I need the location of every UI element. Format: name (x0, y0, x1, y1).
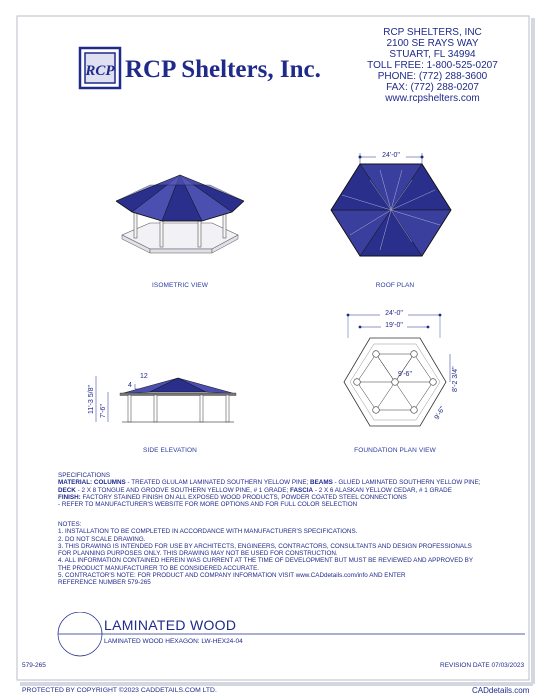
company-fax: FAX: (772) 288-0207 (386, 82, 479, 93)
note-line: THE PRODUCT MANUFACTURER TO BE CONSIDERED ACCURATE. (58, 564, 260, 572)
specifications-heading: SPECIFICATIONS (58, 472, 111, 479)
spec-fascia-text: - 2 X 6 ALASKAN YELLOW CEDAR, # 1 GRADE (313, 486, 452, 494)
spec-fascia-label: FASCIA (290, 486, 314, 494)
side-elevation-drawing (80, 362, 250, 442)
company-contact-block (355, 27, 510, 104)
spec-beams-text: - GLUED LAMINATED SOUTHERN YELLOW PINE; (332, 479, 481, 487)
note-line: REFERENCE NUMBER 579-265 (58, 579, 151, 587)
roof-width-dimension: 24'-0" (382, 152, 400, 159)
note-line: 2. DO NOT SCALE DRAWING. (58, 535, 146, 543)
foundation-edge-dimension: 9'-6" (433, 405, 447, 421)
isometric-view-drawing (110, 165, 250, 270)
isometric-view-label: ISOMETRIC VIEW (152, 282, 208, 289)
spec-refer-line: - REFER TO MANUFACTURER'S WEBSITE FOR MORE OPTIONS AND FOR FULL COLOR SELECTION (58, 501, 358, 509)
footer-revision-date: REVISION DATE 07/03/2023 (440, 662, 525, 669)
hexagonal-roof (331, 164, 451, 256)
spec-material-line (58, 479, 518, 486)
spec-finish-label: FINISH: (58, 493, 81, 501)
footer-brand-link[interactable]: CADdetails.com (472, 686, 530, 695)
rcp-logo-icon (78, 46, 122, 90)
footer-reference-number: 579-265 (22, 662, 46, 669)
spec-finish-text: FACTORY STAINED FINISH ON ALL EXPOSED WOOD PRODUCTS, POWDER COATED STEEL CONNECTIONS (80, 493, 407, 501)
notes-heading: NOTES: (58, 521, 82, 528)
foundation-inner-dimension: 19'-0" (385, 322, 403, 329)
elevation-pitch-rise: 4 (128, 382, 132, 389)
company-city: STUART, FL 34994 (389, 49, 476, 60)
notes-block (58, 521, 518, 587)
foundation-width-dimension: 24'-0" (385, 310, 403, 317)
note-line: 1. INSTALLATION TO BE COMPLETED IN ACCORDANCE WITH MANUFACTURER'S SPECIFICATIONS. (58, 528, 358, 536)
roof-plan-label: ROOF PLAN (375, 282, 415, 289)
company-logo-text: RCP Shelters, Inc. (125, 56, 321, 83)
foundation-plan-label: FOUNDATION PLAN VIEW (354, 447, 436, 454)
drawing-title: LAMINATED WOOD (104, 617, 237, 633)
logo-monogram: RCP (85, 63, 115, 79)
note-line: FOR PLANNING PURPOSES ONLY. THIS DRAWING MAY NOT BE USED FOR CONSTRUCTION. (58, 550, 338, 558)
spec-material-label: MATERIAL: COLUMNS (58, 479, 126, 487)
note-line: 5. CONTRACTOR'S NOTE: FOR PRODUCT AND COMPANY INFORMATION VISIT www.CADdetails.com/info AND ENTER (58, 572, 406, 580)
elevation-pitch-run: 12 (140, 373, 148, 380)
side-elevation-label: SIDE ELEVATION (143, 447, 197, 454)
note-line: 3. THIS DRAWING IS INTENDED FOR USE BY ARCHITECTS, ENGINEERS, CONTRACTORS, CONSULTANTS AND DESIGN PROFESSIONALS (58, 542, 472, 550)
company-phone: PHONE: (772) 288-3600 (377, 71, 488, 82)
company-name: RCP SHELTERS, INC (383, 27, 482, 38)
elevation-total-height: 11'-3 5/8" (88, 385, 95, 414)
roof-plan-drawing (330, 150, 455, 270)
note-line: 4. ALL INFORMATION CONTAINED HEREIN WAS CURRENT AT THE TIME OF DEVELOPMENT BUT MUST BE REVIEWED AND APPROVED BY (58, 557, 474, 565)
company-toll-free: TOLL FREE: 1-800-525-0207 (367, 60, 498, 71)
spec-material-text: - TREATED GLULAM LAMINATED SOUTHERN YELLOW PINE; (125, 479, 311, 487)
spec-deck-text: - 2 X 8 TONGUE AND GROOVE SOUTHERN YELLOW PINE, # 1 GRADE; (75, 486, 290, 494)
spec-beams-label: BEAMS (310, 479, 333, 487)
company-address: 2100 SE RAYS WAY (386, 38, 479, 49)
foundation-side-dimension: 8'-2 3/4" (452, 366, 459, 392)
spec-finish-line (58, 494, 518, 501)
foundation-span-dimension: 9'-6" (398, 371, 412, 378)
footer-copyright: PROTECTED BY COPYRIGHT ©2023 CADDETAILS.COM LTD. (22, 687, 217, 694)
spec-deck-line (58, 487, 518, 494)
company-logo (78, 46, 122, 90)
company-website[interactable]: www.rcpshelters.com (385, 93, 480, 104)
elevation-roof (120, 378, 236, 396)
drawing-subtitle: LAMINATED WOOD HEXAGON: LW-HEX24-04 (104, 638, 243, 645)
elevation-eave-height: 7'-6" (100, 404, 107, 418)
spec-deck-label: DECK (58, 486, 76, 494)
foundation-plan-drawing (340, 308, 470, 440)
specifications-block (58, 472, 518, 508)
